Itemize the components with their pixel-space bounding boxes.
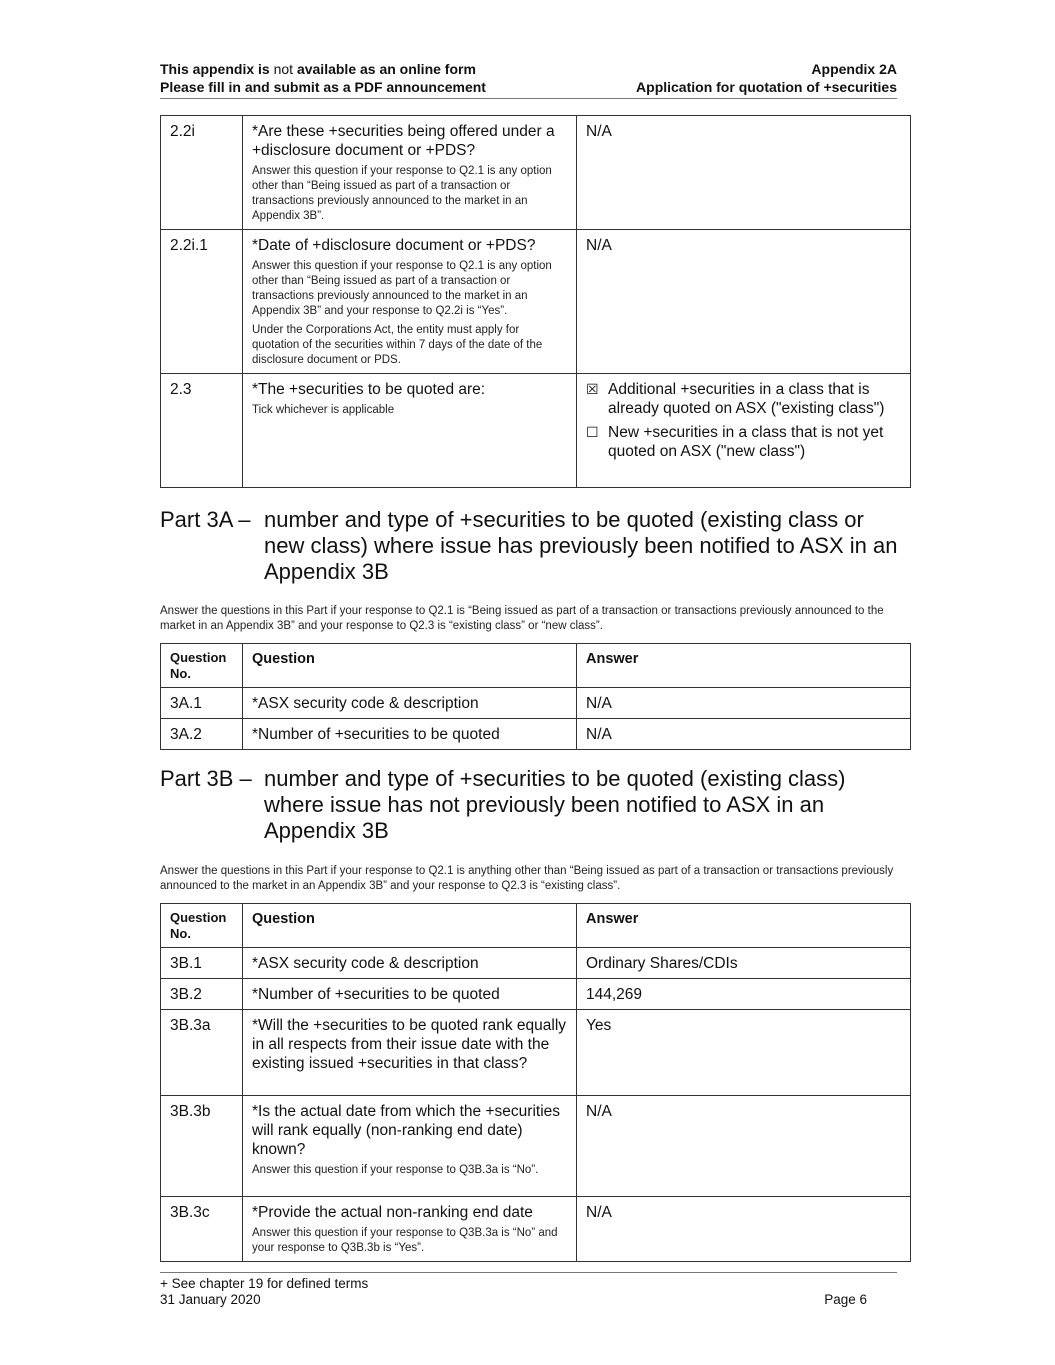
answer-cell[interactable]: N/A [577, 719, 911, 750]
option-new-class[interactable] [586, 423, 901, 461]
table-row [161, 1197, 911, 1262]
table-row [161, 688, 911, 719]
answer-cell[interactable]: N/A [577, 116, 911, 230]
question-number: 3B.3b [161, 1096, 243, 1197]
option-label: Additional +securities in a class that is already quoted on ASX ("existing class") [608, 381, 885, 417]
part3b-label: Part 3B – [160, 766, 252, 791]
part3a-instructions: Answer the questions in this Part if your response to Q2.1 is “Being issued as part of a transaction or transactions previously announced to the market in an Appendix 3B” and your response to Q2.3 is “existing class” or “new class”. [160, 605, 884, 632]
question-hint: Answer this question if your response to Q3B.3a is “No” and your response to Q3B.3b is “Yes”. [252, 1227, 558, 1254]
header-online-form-note: This appendix is not available as an online form [160, 61, 476, 77]
part3a-label: Part 3A – [160, 507, 251, 532]
part3a-heading [160, 507, 900, 585]
checkbox-checked-icon[interactable]: ☒ [586, 381, 599, 397]
question-cell [243, 230, 577, 374]
answer-cell[interactable]: N/A [577, 688, 911, 719]
table-row [161, 116, 911, 230]
header-submit-note: Please fill in and submit as a PDF announcement [160, 79, 486, 95]
question-text: *ASX security code & description [243, 688, 577, 719]
question-text: *Date of +disclosure document or +PDS? [252, 237, 536, 254]
question-cell [243, 116, 577, 230]
part3b-instructions: Answer the questions in this Part if your response to Q2.1 is anything other than “Being issued as part of a transaction or transactions previously announced to the market in an Appendix 3B” and your response to Q2.3 is “existing class”. [160, 865, 894, 892]
defined-terms-note: + See chapter 19 for defined terms [160, 1276, 369, 1291]
page-number: Page 6 [824, 1292, 867, 1307]
column-header-answer: Answer [577, 644, 911, 688]
question-text: *Will the +securities to be quoted rank equally in all respects from their issue date with the existing issued +securities in that class? [243, 1010, 577, 1096]
question-hint: Answer this question if your response to Q2.1 is any option other than “Being issued as part of a transaction or transactions previously announced to the market in an Appendix 3B” and your response to Q2.2i is “Yes”. [252, 260, 552, 317]
footer-date: 31 January 2020 [160, 1292, 261, 1307]
question-text: *Number of +securities to be quoted [243, 719, 577, 750]
table-row [161, 979, 911, 1010]
question-cell [243, 1096, 577, 1197]
part3a-title: number and type of +securities to be quoted (existing class or new class) where issue has previously been notified to ASX in an Appendix 3B [264, 507, 898, 584]
question-text: *Number of +securities to be quoted [243, 979, 577, 1010]
table-row [161, 374, 911, 488]
question-text: *Are these +securities being offered under a +disclosure document or +PDS? [252, 123, 555, 159]
question-hint: Tick whichever is applicable [252, 404, 395, 416]
answer-cell [577, 374, 911, 488]
table-row [161, 230, 911, 374]
part3b-heading [160, 766, 900, 844]
question-cell [243, 1197, 577, 1262]
table-row [161, 1010, 911, 1096]
question-number: 3B.1 [161, 948, 243, 979]
answer-cell[interactable]: Yes [577, 1010, 911, 1096]
part3b-title: number and type of +securities to be quoted (existing class) where issue has not previously been notified to ASX in an Appendix 3B [264, 766, 846, 843]
answer-cell[interactable]: N/A [577, 1096, 911, 1197]
part2-table [160, 115, 911, 488]
answer-cell[interactable]: Ordinary Shares/CDIs [577, 948, 911, 979]
answer-cell[interactable]: N/A [577, 1197, 911, 1262]
page-header [160, 60, 897, 99]
question-text: *ASX security code & description [243, 948, 577, 979]
question-number: 3B.3a [161, 1010, 243, 1096]
part3b-table [160, 903, 911, 1262]
option-existing-class[interactable] [586, 380, 901, 418]
question-text: *Provide the actual non-ranking end date [252, 1204, 533, 1221]
checkbox-unchecked-icon[interactable]: ☐ [586, 424, 599, 440]
question-number: 3B.3c [161, 1197, 243, 1262]
column-header-answer: Answer [577, 904, 911, 948]
table-row [161, 948, 911, 979]
question-number: 2.2i [161, 116, 243, 230]
table-header-row [161, 904, 911, 948]
footer-meta [160, 1292, 897, 1308]
option-label: New +securities in a class that is not yet quoted on ASX ("new class") [608, 424, 884, 460]
question-number: 3A.1 [161, 688, 243, 719]
question-number: 3B.2 [161, 979, 243, 1010]
question-hint: Answer this question if your response to Q2.1 is any option other than “Being issued as part of a transaction or transactions previously announced to the market in an Appendix 3B”. [252, 165, 552, 222]
table-row [161, 719, 911, 750]
answer-cell[interactable]: N/A [577, 230, 911, 374]
question-number: 2.2i.1 [161, 230, 243, 374]
column-header-question: Question [243, 644, 577, 688]
page-footer [160, 1272, 897, 1308]
header-left [160, 60, 486, 96]
document-title: Application for quotation of +securities [636, 79, 897, 95]
question-number: 3A.2 [161, 719, 243, 750]
header-right [636, 60, 897, 96]
question-text: *The +securities to be quoted are: [252, 381, 486, 398]
question-cell [243, 374, 577, 488]
question-text: *Is the actual date from which the +securities will rank equally (non-ranking end date) known? [252, 1103, 561, 1158]
question-hint-corporations-act: Under the Corporations Act, the entity must apply for quotation of the securities within 7 days of the date of the disclosure document or PDS. [252, 324, 543, 366]
column-header-question: Question [243, 904, 577, 948]
column-header-question-no: Question No. [161, 644, 243, 688]
appendix-label: Appendix 2A [811, 61, 897, 77]
table-header-row [161, 644, 911, 688]
column-header-question-no: Question No. [161, 904, 243, 948]
part3a-table [160, 643, 911, 750]
question-number: 2.3 [161, 374, 243, 488]
question-hint: Answer this question if your response to Q3B.3a is “No”. [252, 1164, 539, 1176]
table-row [161, 1096, 911, 1197]
answer-cell[interactable]: 144,269 [577, 979, 911, 1010]
